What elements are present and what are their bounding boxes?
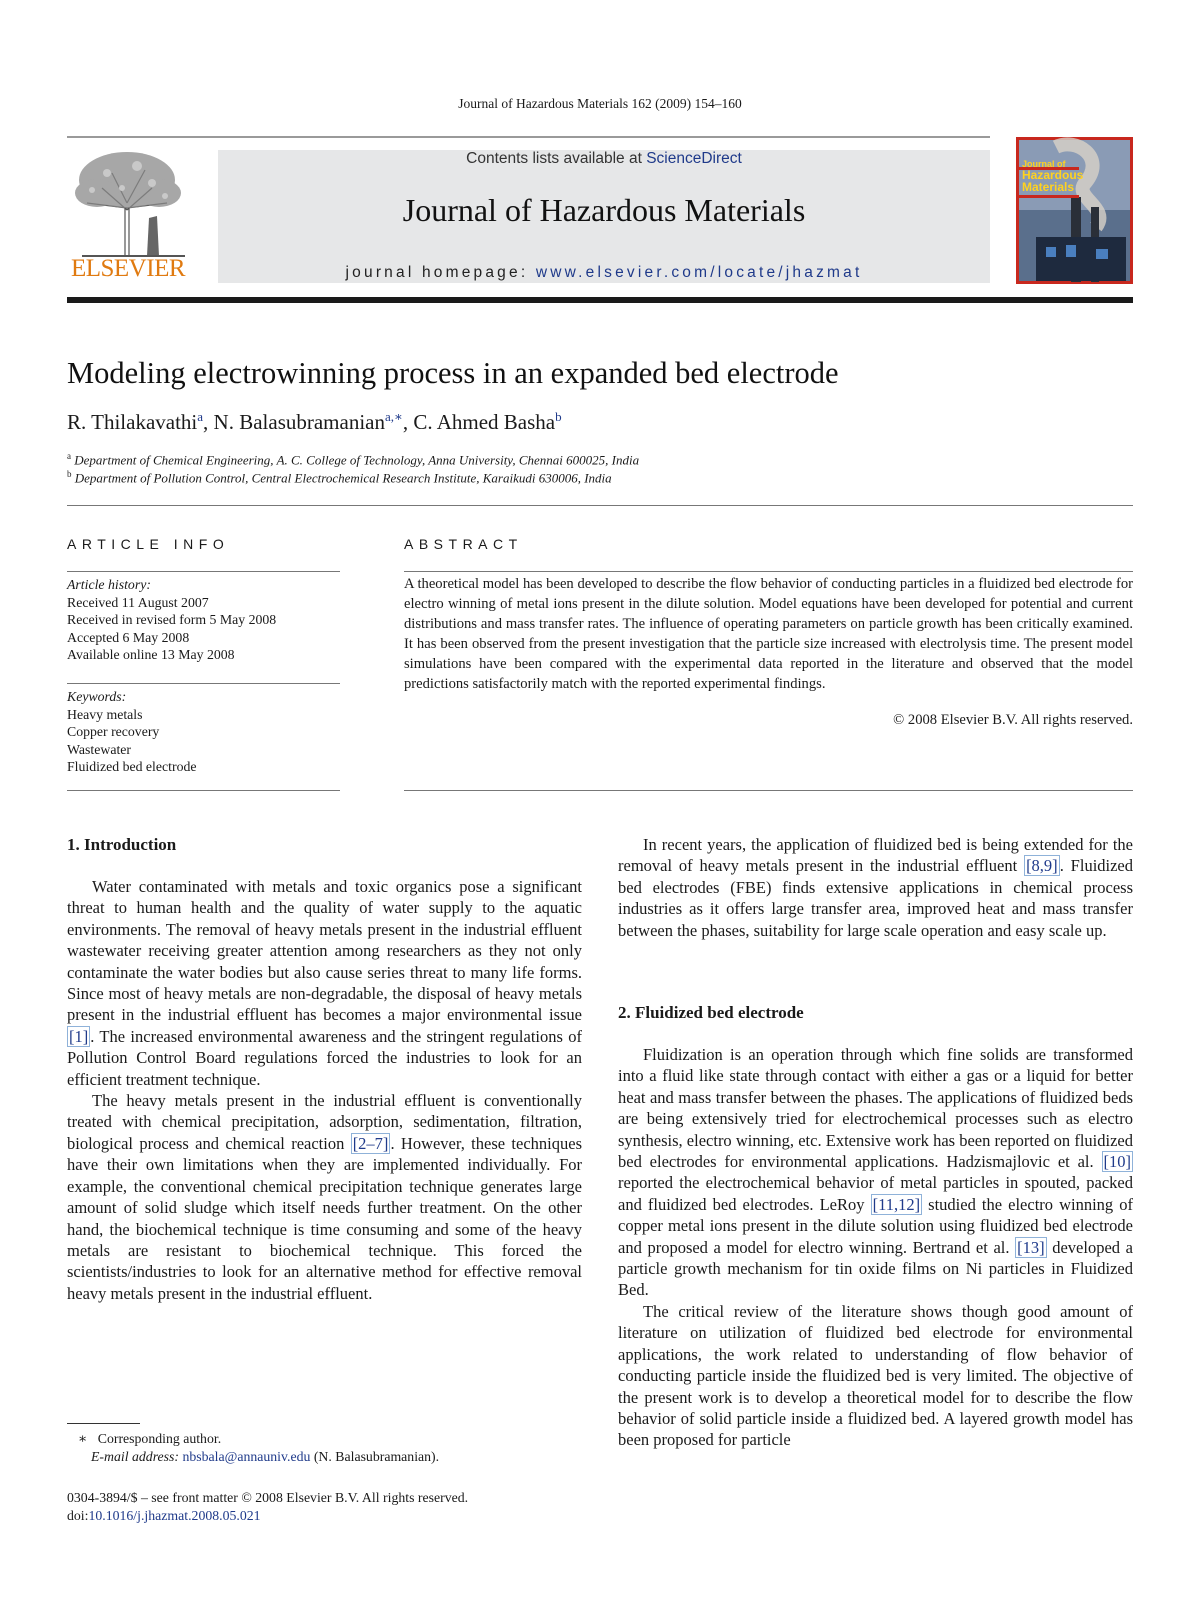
history-item: Received 11 August 2007	[67, 594, 209, 610]
author-name: C. Ahmed Basha	[413, 410, 556, 434]
journal-title: Journal of Hazardous Materials	[402, 192, 806, 228]
history-label: Article history:	[67, 577, 151, 592]
affiliation	[67, 451, 639, 468]
author-list: R. Thilakavathi$^a$, N. Balasubramanian$^{a,∗}$, C. Ahmed Basha$^b$	[67, 409, 562, 434]
footnote-text: Corresponding author.	[97, 1431, 222, 1446]
paragraph	[67, 876, 582, 1090]
front-matter	[67, 1489, 468, 1525]
citation-link[interactable]: [10]	[1103, 1152, 1131, 1172]
article-info-bottom-rule	[67, 790, 340, 791]
elsevier-tree-icon	[67, 148, 189, 258]
paragraph: The critical review of the literature shows though good amount of literature on utilization of fluidized bed electrode for environmental applications, the work related to understanding of flow behavior of conducting particle inside the fluidized bed is very limited. The objective of the present work is to develop a theoretical model for to describe the flow behavior of solid particle inside a fluidized bed. A layered growth model has been proposed for particle	[618, 1301, 1133, 1450]
section-heading: 1. Introduction	[67, 835, 177, 854]
citation-link[interactable]: [1]	[69, 1026, 89, 1046]
title-block-rule	[67, 505, 1133, 506]
cover-title-line-2: Hazardous	[1022, 168, 1084, 182]
doi-line	[67, 1507, 468, 1525]
affiliation-mark: a	[67, 451, 71, 461]
paragraph-text: studied the electro winning of copper metal ions present in the dilute solution using fluidized bed electrode and proposed a model for electro winning. Bertrand et al.	[618, 1194, 1133, 1257]
journal-homepage	[218, 264, 990, 282]
history-item: Accepted 6 May 2008	[67, 629, 190, 645]
keyword: Wastewater	[67, 741, 132, 757]
citation-link[interactable]: [8,9]	[1026, 856, 1058, 876]
citation-link[interactable]: [11,12]	[872, 1194, 921, 1214]
paragraph	[67, 1090, 582, 1304]
article-history	[67, 576, 340, 664]
keywords	[67, 688, 340, 776]
abstract-bottom-rule	[404, 790, 1133, 791]
paragraph-text: Fluidization is an operation through which fine solids are transformed into a fluid like state through contact with either a gas or a liquid for better heat and mass transfer between the phases. The applications of fluidized beds are being extensively tried for electrochemical processes such as electro synthesis, electro winning, etc. Extensive work has been reported on fluidized bed electrodes for environmental applications. Hadzismajlovic et al.	[618, 1045, 1133, 1172]
article-title: Modeling electrowinning process in an expanded bed electrode	[67, 356, 839, 390]
author-affil-mark[interactable]: a	[197, 409, 204, 424]
paragraph-text: . The increased environmental awareness and the stringent regulations of Pollution Control Board regulations forced the industries to look for an efficient treatment technique.	[67, 1026, 582, 1089]
affiliation-text: Department of Pollution Control, Central Electrochemical Research Institute, Karaikudi 630006, India	[74, 470, 612, 486]
email-suffix: (N. Balasubramanian).	[310, 1449, 440, 1464]
right-column-intro	[618, 834, 1133, 941]
intro-column	[67, 876, 582, 1304]
running-header: Journal of Hazardous Materials 162 (2009) 154–160	[458, 96, 742, 111]
section-heading: 2. Fluidized bed electrode	[618, 1003, 804, 1022]
issn-line: 0304-3894/$ – see front matter © 2008 Elsevier B.V. All rights reserved.	[67, 1490, 469, 1505]
doi-prefix: doi:	[67, 1508, 89, 1523]
paragraph-text: . Fluidized bed electrodes (FBE) finds extensive applications in chemical process industries as it offers large transfer area, improved heat and mass transfer between the phases, suitability for large scale operation and easy scale up.	[618, 856, 1134, 940]
journal-cover-thumbnail[interactable]	[1016, 137, 1133, 284]
cover-title-line-1: Journal of	[1022, 159, 1066, 169]
paragraph-text: developed a particle growth mechanism for tin oxide films on Ni particles in Fluidized Bed.	[618, 1237, 1133, 1300]
footnote-email	[91, 1448, 439, 1466]
keyword: Heavy metals	[67, 706, 143, 722]
elsevier-logo[interactable]	[67, 148, 189, 283]
doi-link[interactable]: 10.1016/j.jhazmat.2008.05.021	[88, 1508, 261, 1523]
header-top-rule	[67, 136, 990, 138]
citation-link[interactable]: [13]	[1017, 1237, 1045, 1257]
author-name: R. Thilakavathi	[67, 410, 198, 434]
footnote-rule	[67, 1423, 140, 1424]
abstract-text: A theoretical model has been developed to describe the flow behavior of conducting particles in a fluidized bed electrode for electro winning of metal ions present in the dilute solution. Model equations have been developed for potential and current distributions and mass transfer rates. The influence of operating parameters on particle growth has been critically examined. It has been observed from the present investigation that the particle size increased with electrolysis time. The present model simulations have been compared with the experimental data reported in the literature and observed that the model predictions satisfactorily match with the reported experimental findings.	[404, 576, 1133, 692]
cover-title-line-3: Materials	[1022, 180, 1075, 194]
keyword: Fluidized bed electrode	[67, 759, 197, 774]
citation-link[interactable]: [2–7]	[352, 1133, 389, 1153]
homepage-link[interactable]: www.elsevier.com/locate/jhazmat	[535, 264, 863, 281]
paragraph	[618, 834, 1133, 941]
fbe-column	[618, 1044, 1133, 1451]
contents-prefix: Contents lists available at	[466, 150, 647, 167]
keywords-rule	[67, 683, 340, 684]
email-label: E-mail address:	[91, 1449, 183, 1464]
history-item: Available online 13 May 2008	[67, 647, 235, 662]
sciencedirect-link[interactable]: ScienceDirect	[646, 150, 742, 167]
abstract-rule	[404, 571, 1133, 572]
elsevier-wordmark: ELSEVIER	[70, 255, 186, 282]
author-affil-mark[interactable]: a,∗	[385, 409, 403, 424]
affiliation-mark: b	[67, 469, 72, 479]
paragraph-text: The heavy metals present in the industrial effluent is conventionally treated with chemical precipitation, adsorption, sedimentation, filtration, biological process and chemical reaction	[67, 1091, 582, 1153]
footnote-corresponding	[78, 1430, 221, 1448]
cover-title	[1022, 159, 1083, 193]
contents-line	[218, 150, 990, 168]
article-info-rule	[67, 571, 340, 572]
affiliation	[67, 469, 612, 486]
header-bottom-rule	[67, 297, 1133, 303]
paragraph-text: . However, these techniques have their own limitations when they are implemented individually. For example, the conventional chemical precipitation technique generates large amount of solid sludge which itself needs further treatment. On the other hand, the biochemical technique is time consuming and some of the heavy metals are resistant to biochemical technique. This forced the scientists/industries to look for an alternative method for effective removal heavy metals present in the industrial effluent.	[67, 1133, 582, 1303]
keywords-label: Keywords:	[67, 689, 127, 704]
abstract-copyright: © 2008 Elsevier B.V. All rights reserved.	[893, 712, 1133, 728]
footnote-mark: ∗	[78, 1431, 88, 1446]
paragraph-text: Water contaminated with metals and toxic organics pose a significant threat to human health and the quality of water supply to the aquatic environments. The removal of heavy metals present in the industrial effluent wastewater receiving greater attention among researchers as they not only contaminate the water bodies but also cause series threat to many life forms. Since most of heavy metals are non-degradable, the disposal of heavy metals present in the industrial effluent has becomes a major environmental issue	[67, 877, 582, 1025]
paragraph	[618, 1044, 1133, 1301]
article-info-heading: ARTICLE INFO	[67, 536, 230, 552]
paragraph-text: In recent years, the application of fluidized bed is being extended for the removal of heavy metals present in the industrial effluent	[618, 835, 1133, 876]
author-affil-mark[interactable]: b	[555, 409, 562, 424]
affiliation-text: Department of Chemical Engineering, A. C. College of Technology, Anna University, Chennai 600025, India	[74, 452, 640, 468]
author-name: N. Balasubramanian	[213, 410, 385, 434]
email-link[interactable]: nbsbala@annauniv.edu	[182, 1449, 311, 1464]
abstract-heading: ABSTRACT	[404, 536, 523, 552]
history-item: Received in revised form 5 May 2008	[67, 612, 277, 627]
paragraph-text: reported the electrochemical behavior of metal particles in spouted, packed and fluidized bed electrodes. LeRoy	[618, 1173, 1133, 1214]
keyword: Copper recovery	[67, 724, 160, 739]
homepage-prefix: journal homepage:	[345, 264, 536, 281]
